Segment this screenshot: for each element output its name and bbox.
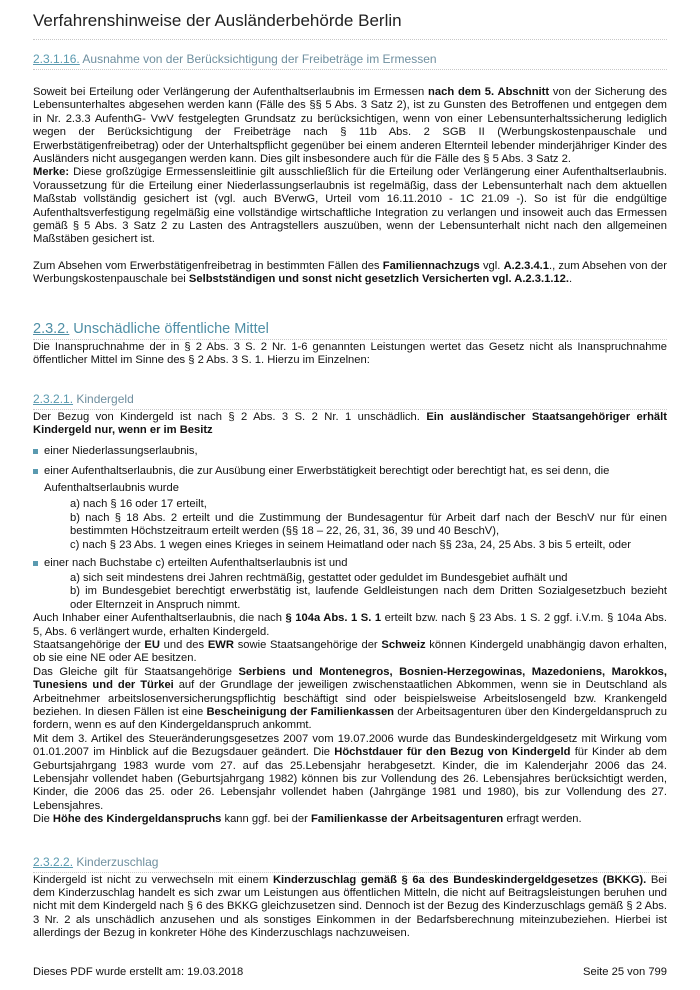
paragraph: Soweit bei Erteilung oder Verlängerung der Aufenthaltserlaubnis im Ermessen nach dem 5. Abschnitt von der Sicherung des Lebensunterhaltes abgesehen werden kann (Fälle des §§ 5 Abs. 3 Satz 2), ist zu Gunsten des Betroffenen und entgegen dem in Nr. 2.3.3 AufenthG- VwV festgelegten Grundsatz zu berücksichtigen, wenn von einer Lebensunterhaltssicherung lediglich wegen der Berücksichtigung der Freibeträge nach § 11b Abs. 2 SGB II (Werbungskostenpauschale und Erwerbstätigenfreibetrag) oder der Unterhaltspflicht gegenüber bei einem anderen Elternteil lebender minderjähriger Kinder des Ausländers nicht ausgegangen werden kann. Dies gilt insbesondere auch für die Fälle des § 5 Abs. 3 Satz 2. Merke: Diese großzügige Ermessensleitlinie gilt ausschließlich für die Erteilung oder Verlängerung einer Aufenthaltserlaubnis. Voraussetzung für die Erteilung einer Niederlassungserlaubnis ist regelmäßig, dass der Lebensunterhalt nach dem aktuellen Maßstab vollständig gesichert ist (vgl. auch BVerwG, Urteil vom 16.11.2010 - 1C 21.09 -). So ist für die endgültige Aufenthaltsverfestigung regelmäßig eine vollständige wirtschaftliche Integration zu verlangen und insoweit auch das Ermessen gemäß § 5 Abs. 3 Satz 2 zu Lasten des Antragstellers auszuüben, wenn der Lebensunterhalt nicht nach den allgemeinen Maßstäben gesichert ist. (33, 86, 667, 246)
paragraph: Mit dem 3. Artikel des Steueränderungsgesetzes 2007 vom 19.07.2006 wurde das Bundeskindergeldgesetz mit Wirkung vom 01.01.2007 im Hinblick auf die Bezugsdauer geändert. Die Höchstdauer für den Bezug von Kindergeld für Kinder ab dem Geburtsjahrgang 1983 wurde vom 27. auf das 25.Lebensjahr herabgesetzt. Kinder, die im Kalenderjahr 2006 das 24. Lebensjahr vollendet haben (Geburtsjahrgang 1982) können bis zur Vollendung des 26. Lebensjahres berücksichtigt werden, Kinder, die 2006 das 25. oder 26. Lebensjahr vollendet haben (Jahrgänge 1981 und 1980), bis zur Vollendung des 27. Lebensjahres. (33, 732, 667, 812)
paragraph: Zum Absehen vom Erwerbstätigenfreibetrag in bestimmten Fällen des Familiennachzugs vgl. A.2.3.4.1., zum Absehen von der Werbungskostenpauschale bei Selbstständigen und sonst nicht gesetzlich Versicherten vgl. A.2.3.1.12.. (33, 259, 667, 286)
sub-item: a) nach § 16 oder 17 erteilt, (70, 498, 207, 511)
sub-item: c) nach § 23 Abs. 1 wegen eines Krieges in seinem Heimatland oder nach §§ 23a, 24, 25 Abs. 3 bis 5 erteilt, oder (70, 538, 631, 551)
section-title: Kindergeld (73, 391, 134, 406)
merke-label: Merke: (33, 166, 70, 179)
section-heading-2-3-1-16 (33, 52, 667, 70)
condition-list (33, 443, 667, 612)
section-number-link[interactable]: 2.3.2.1. (33, 391, 74, 406)
list-item: einer Aufenthaltserlaubnis, die zur Ausübung einer Erwerbstätigkeit berechtigt oder berechtigt hat, es sei denn, die Aufenthaltserlaubnis wurde a) nach § 16 oder 17 erteilt, b) nach § 18 Abs. 2 erteilt und die Zustimmung der Bundesagentur für Arbeit darf nach der BeschV nur für einen bestimmten Höchstzeitraum erteilt werden (§§ 18 – 22, 26, 31, 36, 39 und 40 BeschV), c) nach § 23 Abs. 1 wegen eines Krieges in seinem Heimatland oder nach §§ 23a, 24, 25 Abs. 3 bis 5 erteilt, oder (33, 463, 667, 552)
section-heading-2-3-2-1 (33, 392, 667, 410)
square-bullet-icon (33, 449, 38, 454)
section-number-link[interactable]: 2.3.1.16. (33, 52, 80, 66)
sub-item: b) nach § 18 Abs. 2 erteilt und die Zustimmung der Bundesagentur für Arbeit darf nach der BeschV nur für einen bestimmten Höchstzeitraum erteilt werden (§§ 18 – 22, 26, 31, 36, 39 und 40 BeschV), (70, 511, 667, 538)
section-title: Kinderzuschlag (73, 854, 159, 869)
crossref-link[interactable]: A.2.3.4.1 (503, 259, 549, 272)
square-bullet-icon (33, 561, 38, 566)
sub-list (44, 572, 667, 612)
section-title: Unschädliche öffentliche Mittel (69, 320, 269, 337)
section-number-link[interactable]: 2.3.2. (33, 320, 70, 337)
page-footer (33, 966, 667, 978)
square-bullet-icon (33, 469, 38, 474)
sub-list (44, 498, 667, 552)
sub-item: a) sich seit mindestens drei Jahren rechtmäßig, gestattet oder geduldet im Bundesgebiet aufhält und (70, 571, 568, 584)
page-number: Seite 25 von 799 (583, 966, 667, 978)
list-item: einer nach Buchstabe c) erteilten Aufenthaltserlaubnis ist und a) sich seit mindestens drei Jahren rechtmäßig, gestattet oder geduldet im Bundesgebiet aufhält und b) im Bundesgebiet berechtigt erwerbstätig ist, laufende Geldleistungen nach dem Dritten Sozialgesetzbuch bezieht oder Elternzeit in Anspruch nimmt. (33, 555, 667, 612)
list-item: einer Niederlassungserlaubnis, (33, 443, 667, 460)
paragraph: Staatsangehörige der EU und des EWR sowie Staatsangehörige der Schweiz können Kindergeld unabhängig davon erhalten, ob sie eine NE oder AE besitzen. (33, 638, 667, 665)
document-page (33, 0, 667, 941)
paragraph: Das Gleiche gilt für Staatsangehörige Serbiens und Montenegros, Bosnien-Herzegowinas, Mazedoniens, Marokkos, Tunesiens und der Türkei auf der Grundlage der jeweiligen zwischenstaatlichen Abkommen, wenn sie in Deutschland als Arbeitnehmer arbeitslosenversicherungspflichtig beschäftigt sind oder beispielsweise Arbeitslosengeld bzw. Krankengeld beziehen. In diesen Fällen ist eine Bescheinigung der Familienkassen der Arbeitsagenturen über den Kindergeldanspruch zu fordern, wenn es auf den Kindergeldanspruch ankommt. (33, 665, 668, 732)
paragraph: Kindergeld ist nicht zu verwechseln mit einem Kinderzuschlag gemäß § 6a des Bundeskindergeldgesetzes (BKKG). Bei dem Kinderzuschlag handelt es sich zwar um Leistungen aus öffentlichen Mitteln, die nicht auf Beitragsleistungen beruhen und nicht mit dem Kindergeld nach § 6 des BKKG gleichzusetzen sind. Dennoch ist der Bezug des Kinderzuschlags gemäß § 2 Abs. 3 Nr. 2 als unschädlich anzusehen und als sonstiges Einkommen in der Bedarfsberechnung miteinzubeziehen. Hierbei ist allerdings der Bezug in konkreter Höhe des Kinderzuschlags nachzuweisen. (33, 873, 668, 940)
section-heading-2-3-2 (33, 321, 667, 340)
paragraph: Der Bezug von Kindergeld ist nach § 2 Abs. 3 S. 2 Nr. 1 unschädlich. Ein ausländischer Staatsangehöriger erhält Kindergeld nur, wenn er im Besitz (33, 410, 667, 436)
sub-item: b) im Bundesgebiet berechtigt erwerbstätig ist, laufende Geldleistungen nach dem Dritten Sozialgesetzbuch bezieht oder Elternzeit in Anspruch nimmt. (70, 585, 667, 611)
paragraph: Die Inanspruchnahme der in § 2 Abs. 3 S. 2 Nr. 1-6 genannten Leistungen wertet das Gesetz nicht als Inanspruchnahme öffentlicher Mittel im Sinne des § 2 Abs. 3 S. 1. Hierzu im Einzelnen: (33, 340, 667, 367)
section-number-link[interactable]: 2.3.2.2. (33, 854, 74, 869)
section-title: Ausnahme von der Berücksichtigung der Freibeträge im Ermessen (79, 52, 437, 66)
section-heading-2-3-2-2 (33, 855, 667, 873)
document-title: Verfahrenshinweise der Ausländerbehörde Berlin (33, 11, 667, 40)
paragraph: Auch Inhaber einer Aufenthaltserlaubnis, die nach § 104a Abs. 1 S. 1 erteilt bzw. nach § 23 Abs. 1 S. 2 ggf. i.V.m. § 104a Abs. 5, Abs. 6 verlängert wurde, erhalten Kindergeld. (33, 612, 667, 638)
paragraph: Die Höhe des Kindergeldanspruchs kann ggf. bei der Familienkasse der Arbeitsagenturen erfragt werden. (33, 813, 582, 826)
crossref-link[interactable]: Selbstständigen und sonst nicht gesetzlich Versicherten vgl. A.2.3.1.12. (188, 273, 569, 286)
created-date: Dieses PDF wurde erstellt am: 19.03.2018 (33, 966, 244, 978)
